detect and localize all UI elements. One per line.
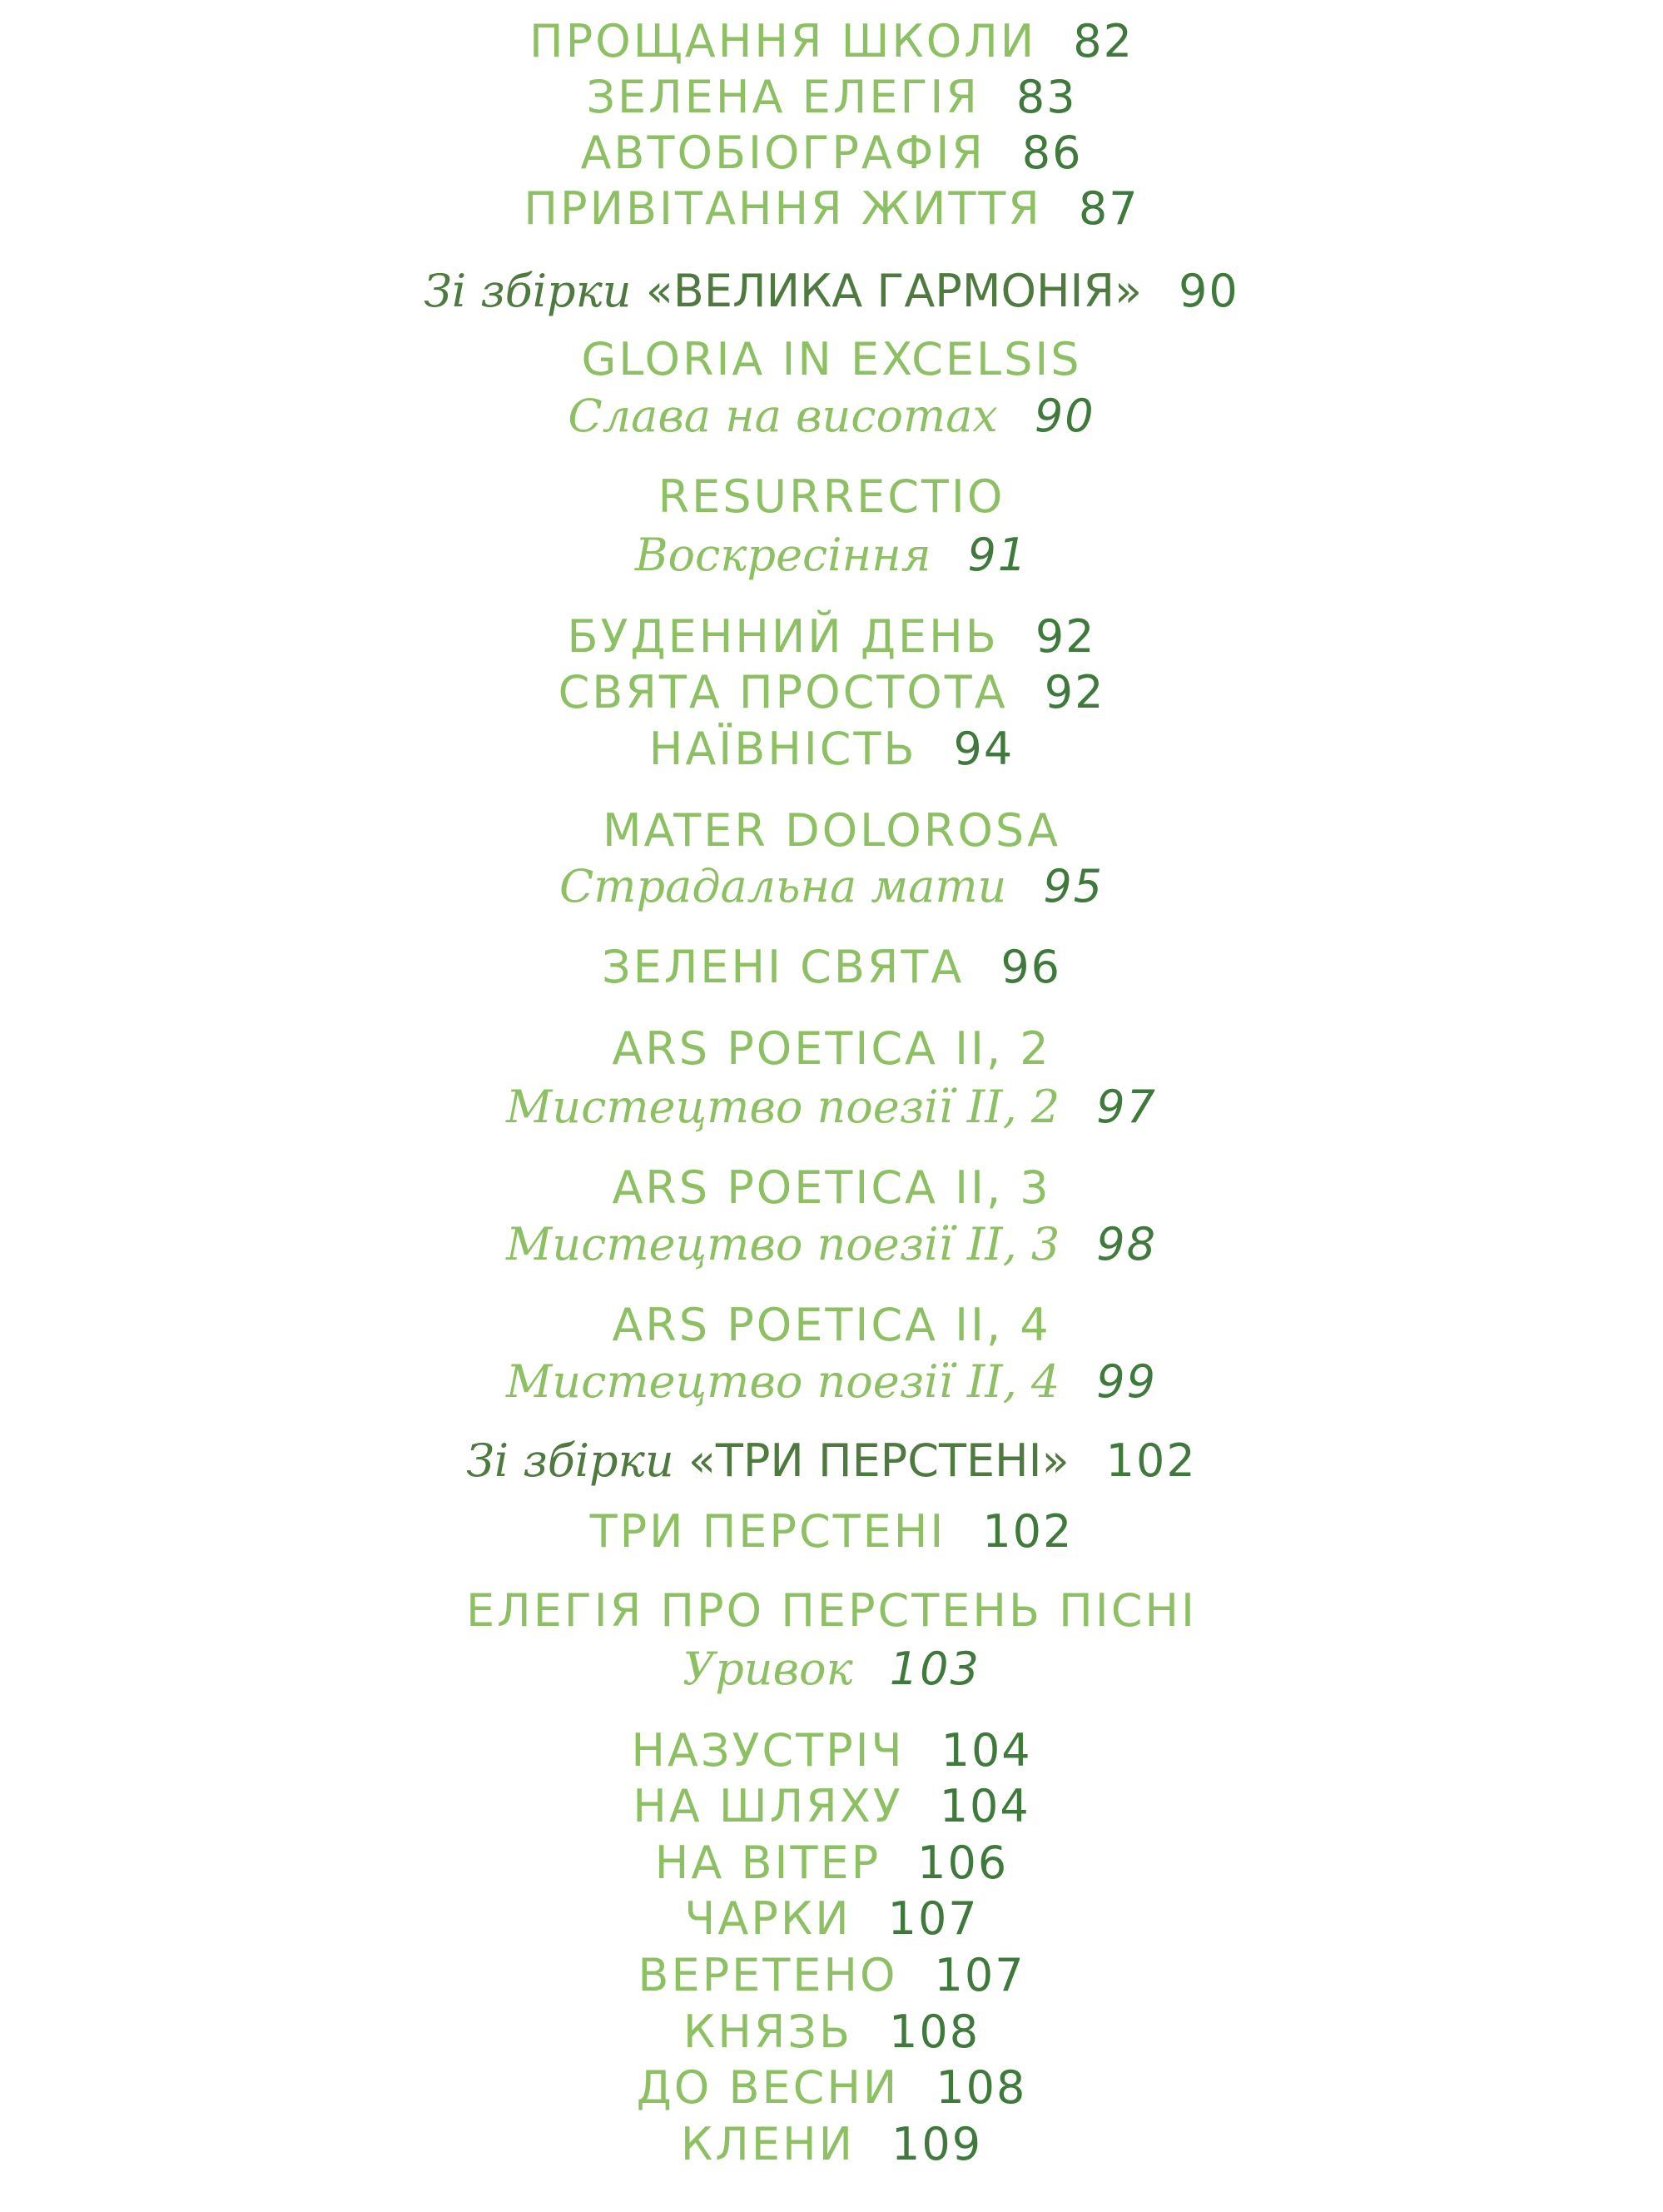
page-number: 102 (1105, 1434, 1197, 1487)
page-number: 104 (939, 1780, 1030, 1832)
entry-title: RESURRECTIO (658, 470, 1005, 523)
toc-entry (0, 71, 1663, 123)
page-number: 98 (1096, 1218, 1157, 1270)
collection-title: «ТРИ ПЕРСТЕНІ» (688, 1434, 1070, 1487)
entry-subtitle: Слава на висотах (568, 390, 998, 442)
entry-title: НАЗУСТРІЧ (631, 1724, 905, 1777)
toc-entry-subtitle (0, 860, 1663, 912)
toc-entry (0, 1780, 1663, 1832)
page-number: 104 (941, 1724, 1032, 1777)
entry-title: ЗЕЛЕНА ЕЛЕГІЯ (586, 71, 980, 123)
entry-title: GLORIA IN EXCELSIS (581, 333, 1082, 385)
page-number: 82 (1073, 15, 1134, 67)
page-number: 103 (889, 1643, 980, 1695)
toc-entry-subtitle (0, 529, 1663, 581)
toc-entry-title (0, 804, 1663, 857)
page-number: 91 (967, 529, 1029, 581)
page-number: 92 (1035, 610, 1096, 663)
toc-entry-subtitle (0, 390, 1663, 442)
page-number: 96 (1000, 941, 1062, 993)
page-number: 97 (1096, 1081, 1157, 1133)
page-number: 106 (917, 1837, 1009, 1889)
entry-title: ARS POETICA II, 2 (612, 1022, 1051, 1075)
entry-title: ARS POETICA II, 3 (612, 1161, 1051, 1214)
page-number: 108 (889, 2006, 980, 2058)
toc-entry (0, 2061, 1663, 2114)
entry-title: ДО ВЕСНИ (636, 2061, 900, 2114)
page-number: 108 (936, 2061, 1027, 2114)
page-number: 86 (1021, 127, 1083, 179)
page-number: 87 (1078, 182, 1139, 235)
page-number: 90 (1034, 390, 1095, 442)
entry-title: ПРОЩАННЯ ШКОЛИ (529, 15, 1037, 67)
entry-title: ВЕРЕТЕНО (638, 1949, 898, 2001)
page-number: 107 (887, 1892, 979, 1945)
toc-entry (0, 15, 1663, 67)
entry-title: ЧАРКИ (684, 1892, 851, 1945)
toc-entry-subtitle (0, 1081, 1663, 1133)
entry-subtitle: Мистецтво поезії II, 2 (506, 1081, 1060, 1133)
entry-title: ЗЕЛЕНІ СВЯТА (601, 941, 965, 993)
entry-title: ARS POETICA II, 4 (612, 1299, 1051, 1351)
entry-subtitle: Уривок (683, 1643, 853, 1695)
toc-entry-title (0, 333, 1663, 385)
entry-title: ЕЛЕГІЯ ПРО ПЕРСТЕНЬ ПІСНІ (466, 1584, 1197, 1637)
entry-title: ПРИВІТАННЯ ЖИТТЯ (524, 182, 1042, 235)
toc-entry (0, 723, 1663, 775)
entry-title: НА ВІТЕР (654, 1837, 881, 1889)
entry-title: СВЯТА ПРОСТОТА (558, 666, 1008, 718)
entry-title: MATER DOLOROSA (602, 804, 1061, 857)
toc-entry (0, 1837, 1663, 1889)
toc-entry-subtitle (0, 1643, 1663, 1695)
toc-entry (0, 127, 1663, 179)
page-number: 90 (1179, 265, 1239, 317)
entry-subtitle: Мистецтво поезії II, 3 (506, 1218, 1060, 1270)
entry-title: ТРИ ПЕРСТЕНІ (589, 1505, 946, 1558)
page-number: 92 (1044, 666, 1105, 718)
toc-entry-title (0, 1161, 1663, 1214)
toc-entry-title (0, 470, 1663, 523)
toc-entry-title (0, 1022, 1663, 1075)
page-number: 107 (934, 1949, 1025, 2001)
toc-collection-heading (0, 1434, 1663, 1487)
entry-title: КНЯЗЬ (683, 2006, 853, 2058)
entry-title: НА ШЛЯХУ (633, 1780, 903, 1832)
entry-subtitle: Воскресіння (634, 529, 931, 581)
collection-prefix: Зі збірки (424, 265, 646, 317)
toc-entry (0, 2118, 1663, 2170)
page-number: 94 (953, 723, 1015, 775)
toc-entry (0, 666, 1663, 718)
toc-entry (0, 1949, 1663, 2001)
toc-entry (0, 1892, 1663, 1945)
toc-entry (0, 2006, 1663, 2058)
page-number: 99 (1096, 1355, 1157, 1408)
page-number: 83 (1015, 71, 1077, 123)
toc-entry-title (0, 1584, 1663, 1637)
entry-title: НАЇВНІСТЬ (648, 723, 917, 775)
toc-entry-subtitle (0, 1218, 1663, 1270)
page-number: 95 (1043, 860, 1105, 912)
toc-entry (0, 182, 1663, 235)
entry-title: КЛЕНИ (680, 2118, 855, 2170)
toc-entry (0, 1724, 1663, 1777)
entry-subtitle: Страдальна мати (558, 860, 1007, 912)
entry-title: АВТОБІОГРАФІЯ (580, 127, 985, 179)
page-number: 109 (891, 2118, 983, 2170)
collection-prefix: Зі збірки (466, 1434, 688, 1487)
toc-collection-heading (0, 265, 1663, 317)
entry-subtitle: Мистецтво поезії II, 4 (506, 1355, 1060, 1408)
page-number: 102 (982, 1505, 1074, 1558)
toc-entry-subtitle (0, 1355, 1663, 1408)
toc-entry (0, 610, 1663, 663)
toc-entry (0, 1505, 1663, 1558)
toc-entry-title (0, 1299, 1663, 1351)
toc-entry (0, 941, 1663, 993)
entry-title: БУДЕННИЙ ДЕНЬ (567, 610, 999, 663)
collection-title: «ВЕЛИКА ГАРМОНІЯ» (645, 265, 1143, 317)
